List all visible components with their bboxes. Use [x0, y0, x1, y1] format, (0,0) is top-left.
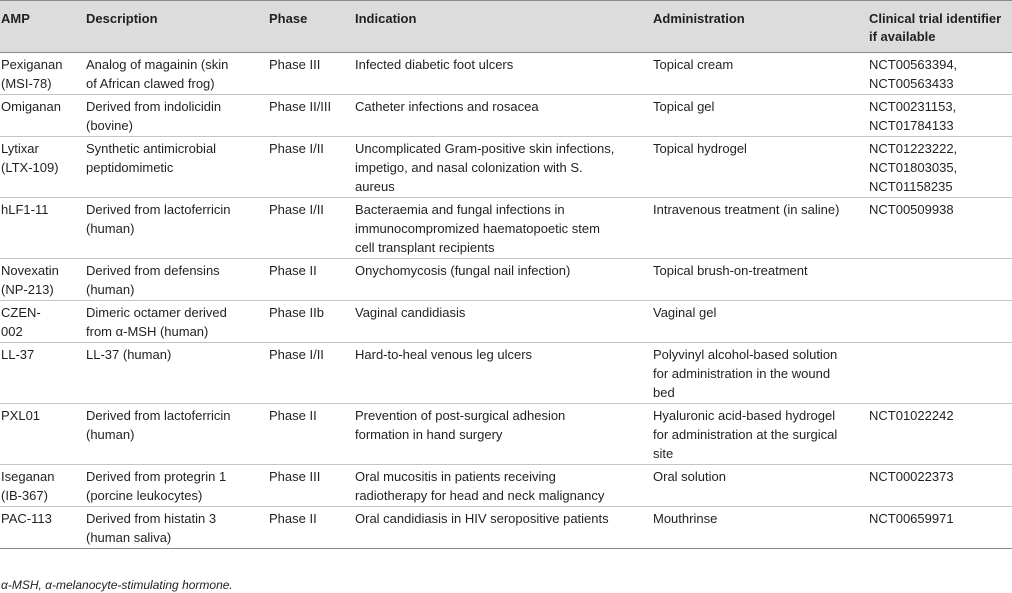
cell-amp: LL-37: [0, 343, 84, 404]
cell-administration: Intravenous treatment (in saline): [651, 198, 867, 259]
cell-phase: Phase I/II: [267, 137, 353, 198]
cell-phase: Phase II: [267, 507, 353, 549]
cell-amp: Iseganan (IB-367): [0, 465, 84, 507]
cell-indication: Hard-to-heal venous leg ulcers: [353, 343, 651, 404]
header-amp: AMP: [0, 1, 84, 53]
cell-administration: Oral solution: [651, 465, 867, 507]
table-row: [0, 259, 1012, 301]
cell-indication: Oral candidiasis in HIV seropositive patients: [353, 507, 651, 549]
table-row: [0, 53, 1012, 95]
cell-amp: PAC-113: [0, 507, 84, 549]
cell-phase: Phase I/II: [267, 343, 353, 404]
table-row: [0, 343, 1012, 404]
cell-trial-id: NCT00022373: [867, 465, 1012, 507]
cell-trial-id: [867, 343, 1012, 404]
header-administration: Administration: [651, 1, 867, 53]
cell-description: Derived from defensins (human): [84, 259, 267, 301]
cell-trial-id: [867, 301, 1012, 343]
table-footnote: α-MSH, α-melanocyte-stimulating hormone.: [1, 578, 233, 592]
cell-description: Dimeric octamer derived from α-MSH (human): [84, 301, 267, 343]
cell-description: Derived from protegrin 1 (porcine leukocytes): [84, 465, 267, 507]
cell-administration: Mouthrinse: [651, 507, 867, 549]
cell-amp: Novexatin (NP-213): [0, 259, 84, 301]
table-header: [0, 1, 1012, 53]
cell-amp: Pexiganan (MSI-78): [0, 53, 84, 95]
cell-indication: Oral mucositis in patients receiving radiotherapy for head and neck malignancy: [353, 465, 651, 507]
cell-amp: PXL01: [0, 404, 84, 465]
table-row: [0, 507, 1012, 549]
cell-indication: Onychomycosis (fungal nail infection): [353, 259, 651, 301]
cell-phase: Phase II/III: [267, 95, 353, 137]
cell-administration: Hyaluronic acid-based hydrogel for administration at the surgical site: [651, 404, 867, 465]
cell-amp: hLF1-11: [0, 198, 84, 259]
cell-description: Derived from histatin 3 (human saliva): [84, 507, 267, 549]
cell-administration: Vaginal gel: [651, 301, 867, 343]
cell-amp: Omiganan: [0, 95, 84, 137]
cell-phase: Phase II: [267, 259, 353, 301]
cell-trial-id: [867, 259, 1012, 301]
cell-administration: Polyvinyl alcohol-based solution for administration in the wound bed: [651, 343, 867, 404]
cell-trial-id: NCT00659971: [867, 507, 1012, 549]
cell-indication: Uncomplicated Gram-positive skin infections, impetigo, and nasal colonization with S. aureus: [353, 137, 651, 198]
table-row: [0, 404, 1012, 465]
header-clinical-trial-identifier: Clinical trial identifier if available: [867, 1, 1012, 53]
table-row: [0, 301, 1012, 343]
cell-trial-id: NCT01223222, NCT01803035, NCT01158235: [867, 137, 1012, 198]
cell-description: Derived from lactoferricin (human): [84, 198, 267, 259]
header-phase: Phase: [267, 1, 353, 53]
cell-indication: Bacteraemia and fungal infections in immunocompromized haematopoetic stem cell transplant recipients: [353, 198, 651, 259]
cell-phase: Phase IIb: [267, 301, 353, 343]
cell-phase: Phase III: [267, 53, 353, 95]
cell-administration: Topical hydrogel: [651, 137, 867, 198]
table-row: [0, 198, 1012, 259]
table-row: [0, 95, 1012, 137]
cell-description: Derived from indolicidin (bovine): [84, 95, 267, 137]
cell-description: Analog of magainin (skin of African clawed frog): [84, 53, 267, 95]
table-row: [0, 137, 1012, 198]
cell-administration: Topical cream: [651, 53, 867, 95]
cell-phase: Phase II: [267, 404, 353, 465]
table-body: [0, 53, 1012, 549]
cell-indication: Catheter infections and rosacea: [353, 95, 651, 137]
cell-trial-id: NCT00563394, NCT00563433: [867, 53, 1012, 95]
header-indication: Indication: [353, 1, 651, 53]
table-row: [0, 465, 1012, 507]
cell-administration: Topical gel: [651, 95, 867, 137]
cell-description: Derived from lactoferricin (human): [84, 404, 267, 465]
cell-description: Synthetic antimicrobial peptidomimetic: [84, 137, 267, 198]
cell-indication: Vaginal candidiasis: [353, 301, 651, 343]
cell-description: LL-37 (human): [84, 343, 267, 404]
cell-phase: Phase III: [267, 465, 353, 507]
cell-trial-id: NCT01022242: [867, 404, 1012, 465]
cell-indication: Infected diabetic foot ulcers: [353, 53, 651, 95]
cell-trial-id: NCT00231153, NCT01784133: [867, 95, 1012, 137]
cell-amp: Lytixar (LTX-109): [0, 137, 84, 198]
cell-indication: Prevention of post-surgical adhesion formation in hand surgery: [353, 404, 651, 465]
cell-trial-id: NCT00509938: [867, 198, 1012, 259]
cell-phase: Phase I/II: [267, 198, 353, 259]
header-description: Description: [84, 1, 267, 53]
cell-amp: CZEN- 002: [0, 301, 84, 343]
cell-administration: Topical brush-on-treatment: [651, 259, 867, 301]
header-row: [0, 1, 1012, 53]
